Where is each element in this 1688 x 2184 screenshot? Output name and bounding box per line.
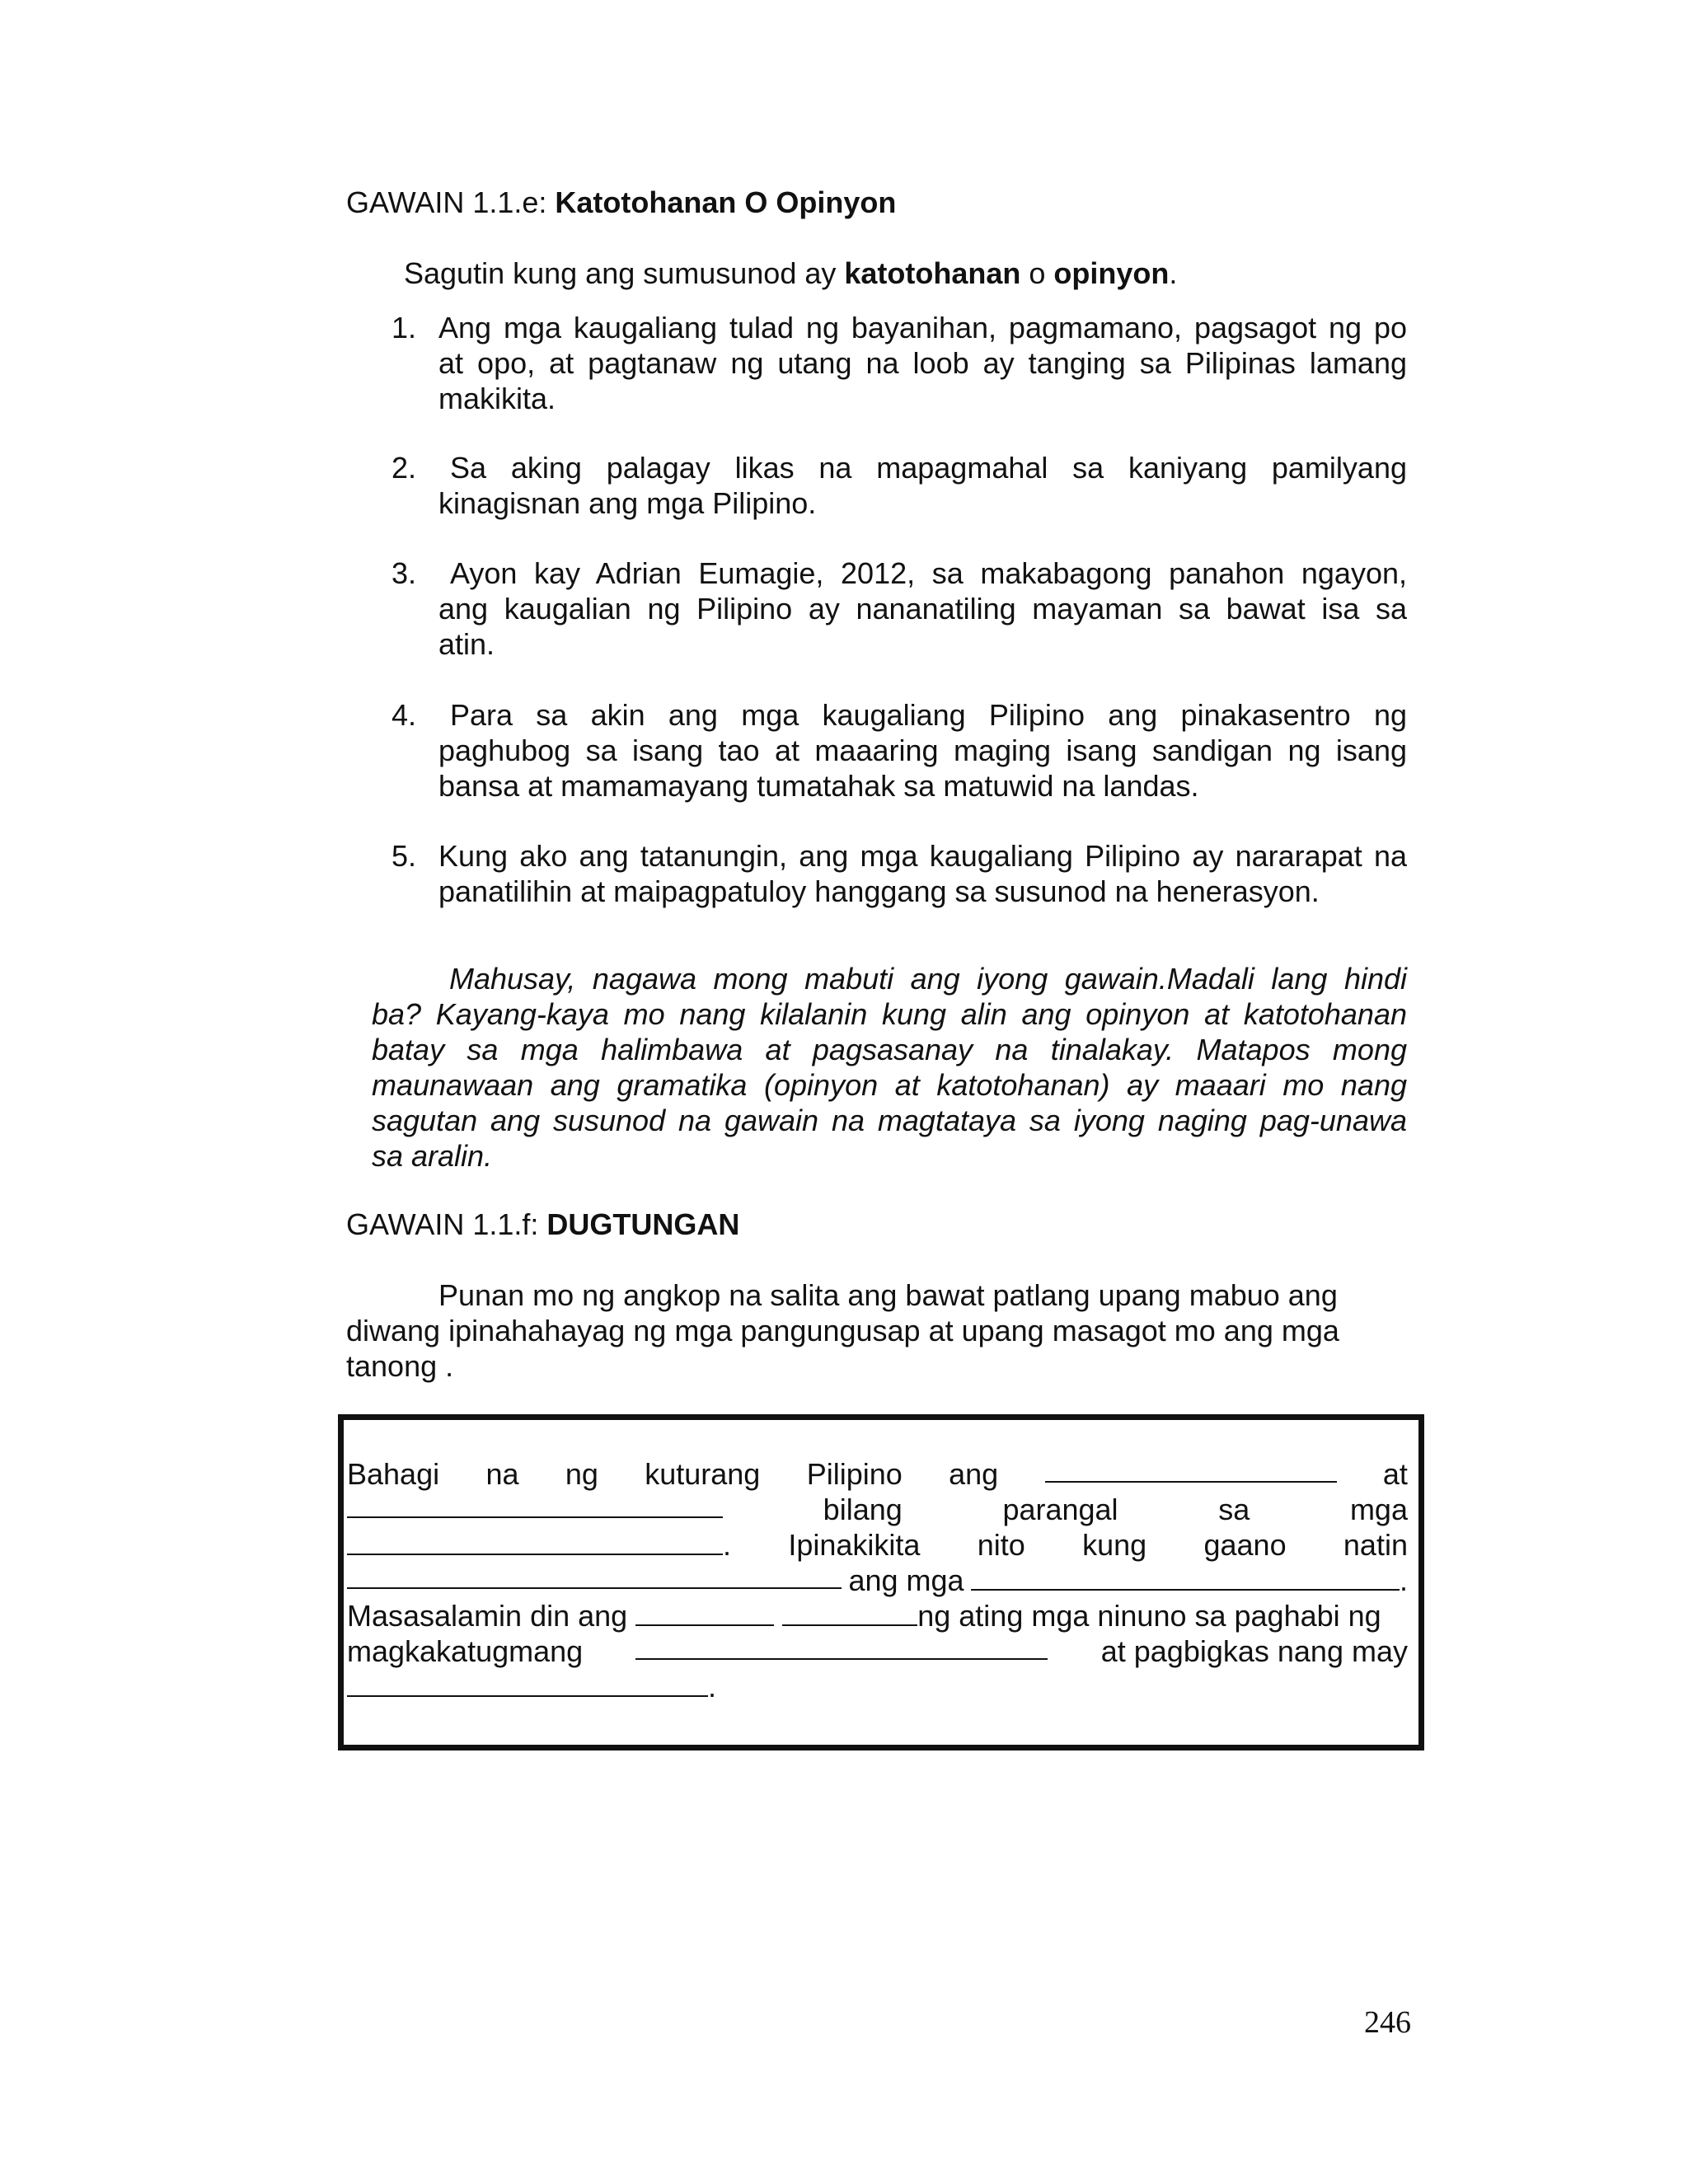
- instruction-line: tanong .: [346, 1349, 454, 1383]
- item-number: 5.: [392, 839, 417, 873]
- item-line: kinagisnan ang mga Pilipino.: [438, 486, 817, 520]
- section-f-title: DUGTUNGAN: [546, 1207, 740, 1241]
- blank-field[interactable]: [347, 1563, 842, 1589]
- section-e-instruction: Sagutin kung ang sumusunod ay katotohanan o opinyon.: [404, 256, 1178, 290]
- feedback-line: Mahusay, nagawa mong mabuti ang iyong gawain.Madali lang hindi: [449, 962, 1407, 996]
- item-line: paghubog sa isang tao at maaaring maging isang sandigan ng isang: [438, 733, 1407, 767]
- page-number: 246: [1364, 2005, 1411, 2040]
- item-line: Sa aking palagay likas na mapagmahal sa kaniyang pamilyang: [450, 451, 1407, 485]
- blank-field[interactable]: [347, 1492, 723, 1518]
- fill-row-4: ang mga .: [347, 1563, 1408, 1598]
- item-line: bansa at mamamayang tumatahak sa matuwid na landas.: [438, 769, 1199, 803]
- blank-field[interactable]: [1045, 1456, 1337, 1483]
- item-line: ang kaugalian ng Pilipino ay nananatiling mayaman sa bawat isa sa: [438, 592, 1407, 626]
- section-f-label: GAWAIN 1.1.f:: [346, 1207, 547, 1241]
- feedback-line: sa aralin.: [372, 1139, 493, 1173]
- blank-field[interactable]: [635, 1600, 774, 1626]
- item-line: at opo, at pagtanaw ng utang na loob ay tanging sa Pilipinas lamang: [438, 346, 1407, 380]
- item-line: Ang mga kaugaliang tulad ng bayanihan, pagmamano, pagsagot ng po: [438, 311, 1407, 344]
- feedback-line: maunawaan ang gramatika (opinyon at katotohanan) ay maaari mo nang: [372, 1068, 1407, 1102]
- blank-field[interactable]: [347, 1671, 708, 1697]
- instruction-line: diwang ipinahahayag ng mga pangungusap at upang masagot mo ang mga: [346, 1314, 1339, 1347]
- section-e-label: GAWAIN 1.1.e:: [346, 185, 556, 219]
- section-e-heading: [346, 185, 896, 220]
- fill-row-6: magkakatugmang at pagbigkas nang may: [347, 1634, 1408, 1668]
- section-f-heading: [346, 1207, 739, 1242]
- item-line: Kung ako ang tatanungin, ang mga kaugaliang Pilipino ay nararapat na: [438, 839, 1407, 873]
- fill-row-5: Masasalamin din ang ng ating mga ninuno sa paghabi ng: [347, 1599, 1381, 1633]
- item-number: 1.: [392, 311, 417, 344]
- item-number: 4.: [392, 698, 417, 732]
- item-line: makikita.: [438, 382, 556, 415]
- feedback-line: sagutan ang susunod na gawain na magtataya sa iyong naging pag-unawa: [372, 1104, 1407, 1137]
- blank-field[interactable]: [635, 1633, 1048, 1660]
- fill-row-7: .: [347, 1669, 1408, 1704]
- item-line: atin.: [438, 627, 495, 661]
- fill-row-2: bilang parangal sa mga: [347, 1492, 1408, 1527]
- instruction-line: Punan mo ng angkop na salita ang bawat patlang upang mabuo ang: [438, 1278, 1338, 1312]
- item-number: 3.: [392, 556, 417, 590]
- blank-field[interactable]: [347, 1529, 723, 1555]
- item-line: Ayon kay Adrian Eumagie, 2012, sa makabagong panahon ngayon,: [450, 556, 1407, 590]
- fill-row-3: . Ipinakikita nito kung gaano natin: [347, 1527, 1408, 1563]
- fill-row-1: Bahagi na ng kuturang Pilipino ang at: [347, 1457, 1408, 1491]
- feedback-line: ba? Kayang-kaya mo nang kilalanin kung alin ang opinyon at katotohanan: [372, 997, 1407, 1031]
- item-line: Para sa akin ang mga kaugaliang Pilipino ang pinakasentro ng: [450, 698, 1407, 732]
- item-number: 2.: [392, 451, 417, 485]
- blank-field[interactable]: [782, 1600, 917, 1626]
- item-line: panatilihin at maipagpatuloy hanggang sa susunod na henerasyon.: [438, 874, 1320, 908]
- section-e-title: Katotohanan O Opinyon: [555, 185, 897, 219]
- blank-field[interactable]: [971, 1564, 1400, 1591]
- feedback-line: batay sa mga halimbawa at pagsasanay na tinalakay. Matapos mong: [372, 1033, 1407, 1066]
